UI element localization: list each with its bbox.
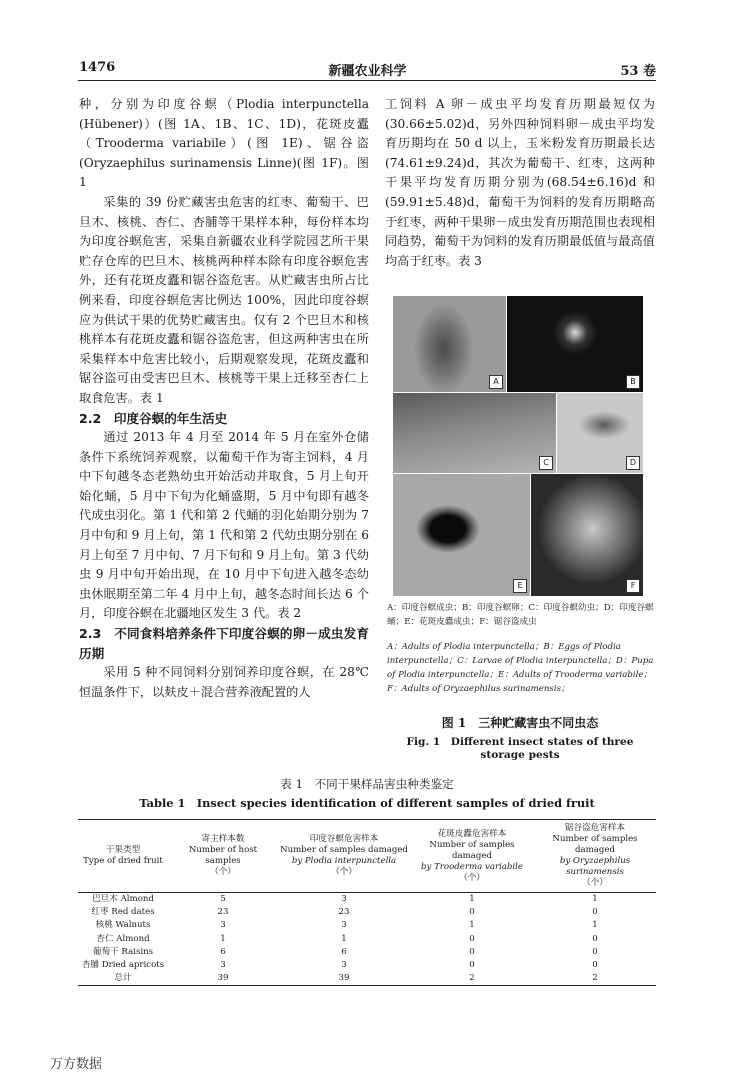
header-trooderma-samples: 花斑皮蠹危害样本 Number of samples damaged by Trooderma variabile （个） (420, 828, 524, 883)
photo-f-beetle (531, 474, 643, 596)
paragraph: 采用 5 种不同饲料分别饲养印度谷螟，在 28℃恒温条件下，以麸皮＋混合营养液配置的人 (79, 665, 369, 699)
table-row: 巴旦木 Almond 5 3 1 1 (92, 894, 598, 905)
page-number: 1476 (79, 60, 116, 75)
figure-label-a: A (489, 375, 503, 389)
header-rule (78, 80, 656, 81)
photo-a-adult-moth (393, 296, 506, 392)
table-1 (78, 819, 656, 986)
figure-label-d: D (626, 456, 640, 470)
figure-caption-cn: A：印度谷螟成虫；B：印度谷螟卵；C：印度谷螟幼虫；D：印度谷螟蛹；E：花斑皮蠹成虫；F：锯谷盗成虫 (387, 603, 654, 627)
figure-1-photos (393, 296, 643, 596)
paragraph: 通过 2013 年 4 月至 2014 年 5 月在室外仓储条件下系统饲养观察，以葡萄干作为寄主饲料，4 月中下旬越冬态老熟幼虫开始活动并取食，5 月上旬开始化蛹，5 月中下旬为化蛹盛期，5 月中旬即有越冬代成虫羽化。第 1 代和第 2 代蛹的羽化始期分别为 7 月中旬和 9 月上旬，第 1 代和第 2 代幼虫期分别在 6 月上旬至 7 月中旬、7 月下旬和 9 月上旬。第 3 代幼虫 9 月中旬开始出现，在 10 月中下旬进入越冬态幼虫休眠期至第二年 4 月中上旬，越冬态时间长达 6 个月，印度谷螟在北疆地区发生 3 代。表 2 (79, 430, 369, 621)
volume: 53 卷 (620, 64, 656, 79)
table-row: 葡萄干 Raisins 6 6 0 0 (92, 946, 598, 957)
table-row: 红枣 Red dates 23 23 0 0 (91, 907, 598, 918)
header-host-samples: 寄主样本数 Number of host samples （个） (188, 834, 258, 877)
table-title-en: Table 1 Insect species identification of different samples of dried fruit (139, 796, 595, 810)
figure-title-en: Fig. 1 Different insect states of three storage pests (406, 736, 634, 761)
figure-label-f: F (626, 579, 640, 593)
watermark: 万方数据 (50, 1057, 103, 1072)
table-header-row (78, 820, 656, 893)
section-heading-2-2: 2.2 印度谷螟的年生活史 (79, 410, 228, 426)
journal-title: 新疆农业科学 (328, 64, 407, 79)
table-title-cn: 表 1 不同干果样品害虫种类鉴定 (280, 777, 454, 791)
photo-d-pupa (557, 393, 643, 473)
table-row: 核桃 Walnuts 3 3 1 1 (95, 920, 598, 931)
table-row: 杏脯 Dried apricots 3 3 0 0 (81, 960, 598, 971)
paragraph: 采集的 39 份贮藏害虫危害的红枣、葡萄干、巴旦木、核桃、杏仁、杏脯等干果样本种，每份样本均为印度谷螟危害，采集自新疆农业科学院园艺所干果贮存仓库的巴旦木、核桃两种样本除有印度谷螟危害外，还有花斑皮蠹和锯谷盗危害。从贮藏害虫所占比例来看，印度谷螟危害比例达 100%，因此印度谷螟应为供试干果的优势贮藏害虫。仅有 2 个巴旦木和核桃样本有花斑皮蠹和锯谷盗危害，但这两种害虫在所采集样本中危害比较小，后期观察发现，花斑皮蠹和锯谷盗可由受害巴旦木、核桃等干果上迁移至杏仁上取食危害。表 1 (79, 194, 369, 405)
photo-c-larva (393, 393, 556, 473)
figure-title-cn: 图 1 三种贮藏害虫不同虫态 (441, 716, 599, 730)
left-column (79, 95, 369, 702)
photo-b-eggs (507, 296, 643, 392)
paragraph: 种，分别为印度谷螟（Plodia interpunctella (Hübener)）(图 1A、1B、1C、1D)，花斑皮蠹（Trooderma variabile）(图 1E)、锯谷盗(Oryzaephilus surinamensis Linne)(图 1F)。图 1 (79, 97, 369, 190)
header-oryzaephilus-samples: 锯谷盗危害样本 Number of samples damaged by Oryzaephilus surinamensis （个） (552, 823, 638, 888)
table-row: 杏仁 Almond 1 1 0 0 (96, 933, 598, 944)
header-plodia-samples: 印度谷螟危害样本 Number of samples damaged by Plodia interpunctella （个） (280, 834, 408, 877)
photo-e-beetle (393, 474, 530, 596)
figure-caption-en: A：Adults of Plodia interpunctella；B：Eggs of Plodia interpunctella；C：Larvae of Plodia interpunctella；D：Pupa of Plodia interpunctella；E：Adults of Trooderma variabile；F：Adults of Oryzaephilus surinamensis； (387, 642, 654, 694)
paragraph: 工饲料 A 卵－成虫平均发育历期最短仅为 (30.66±5.02)d，另外四种饲料卵－成虫平均发育历期均在 50 d 以上，玉米粉发育历期最长达 (74.61±9.24)d，其次为葡萄干、红枣，这两种干果平均发育历期分别为(68.54±6.16)d 和 (59.91±5.48)d，葡萄干为饲料的发育历期略高于红枣，两种干果卵－成虫发育历期范围也表现相同趋势，葡萄干为饲料的发育历期最低值与最高值均高于红枣。表 3 (385, 97, 655, 268)
figure-label-b: B (626, 375, 640, 389)
figure-label-c: C (539, 456, 553, 470)
figure-label-e: E (513, 579, 527, 593)
section-heading-2-3: 2.3 不同食料培养条件下印度谷螟的卵－成虫发育历期 (79, 626, 369, 661)
table-row-total: 总计 39 39 2 2 (78, 972, 656, 986)
right-column (385, 95, 655, 271)
header-dried-fruit-type: 干果类型 Type of dried fruit (83, 845, 163, 866)
